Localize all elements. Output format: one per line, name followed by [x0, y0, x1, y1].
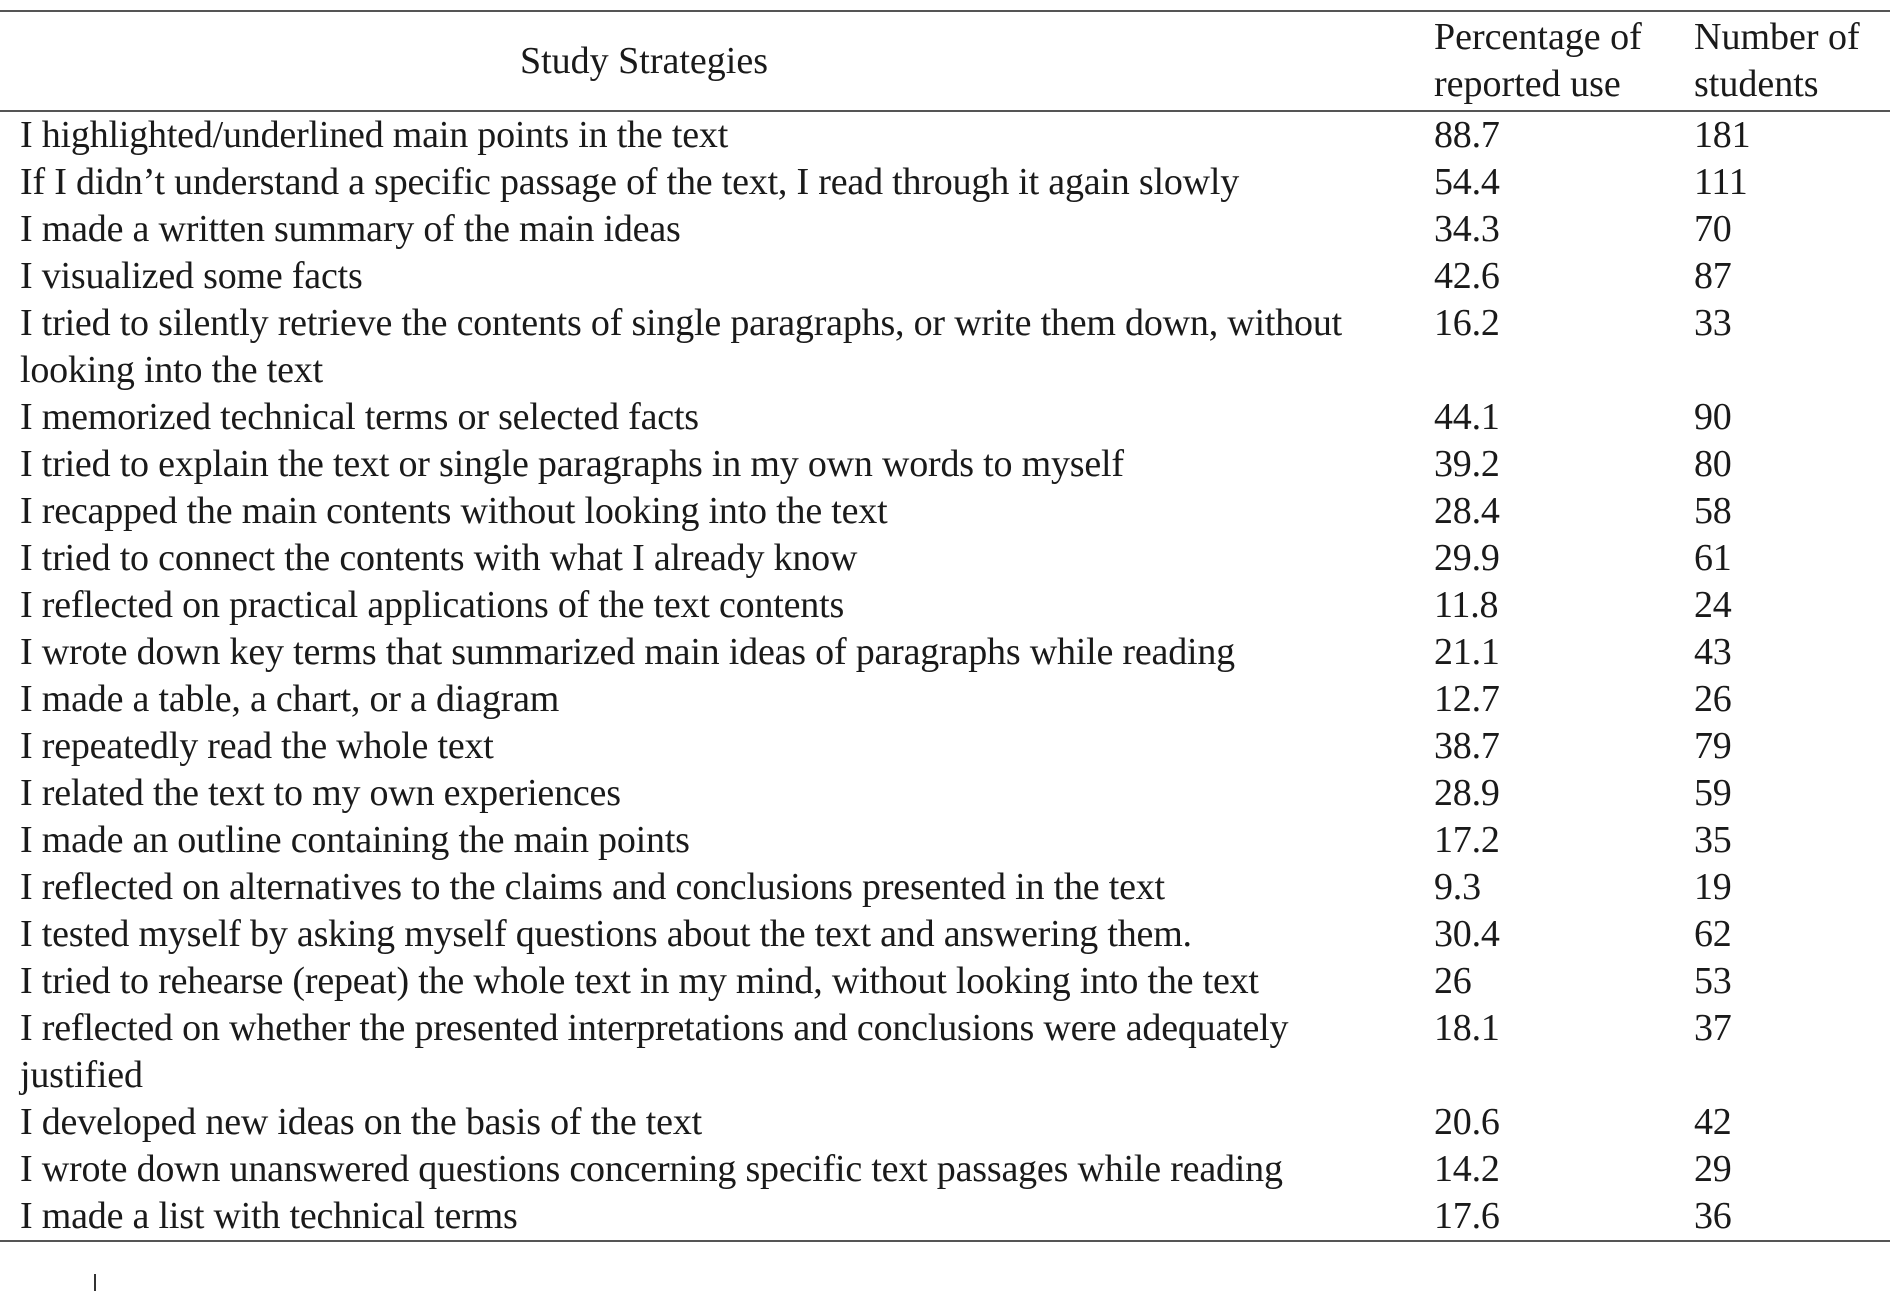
strategy-cell: I wrote down key terms that summarized main ideas of paragraphs while reading: [20, 631, 1235, 673]
percentage-cell: 11.8: [1434, 584, 1499, 626]
strategy-cell: I developed new ideas on the basis of the text: [20, 1101, 702, 1143]
table-row: [0, 723, 1890, 770]
strategy-cell: I memorized technical terms or selected facts: [20, 396, 699, 438]
table-row: [0, 817, 1890, 864]
strategy-cell: I reflected on alternatives to the claims and conclusions presented in the text: [20, 866, 1165, 908]
percentage-cell: 44.1: [1434, 396, 1500, 438]
strategy-cell: I visualized some facts: [20, 255, 363, 297]
strategy-cell: I tried to connect the contents with what I already know: [20, 537, 858, 579]
number-of-students-cell: 53: [1694, 960, 1732, 1002]
strategy-cell: I wrote down unanswered questions concerning specific text passages while reading: [20, 1148, 1283, 1190]
table-row: [0, 253, 1890, 300]
table-row: [0, 770, 1890, 817]
strategy-cell: I related the text to my own experiences: [20, 772, 621, 814]
strategy-cell: I made a list with technical terms: [20, 1195, 518, 1237]
table-row: [0, 911, 1890, 958]
percentage-cell: 28.9: [1434, 772, 1500, 814]
percentage-cell: 17.2: [1434, 819, 1500, 861]
table-row: [0, 300, 1890, 394]
table-row: [0, 1099, 1890, 1146]
number-of-students-cell: 19: [1694, 866, 1732, 908]
percentage-cell: 21.1: [1434, 631, 1500, 673]
table-row: [0, 676, 1890, 723]
header-number-of-students: Number of students: [1694, 16, 1860, 105]
number-of-students-cell: 79: [1694, 725, 1732, 767]
percentage-cell: 42.6: [1434, 255, 1500, 297]
strategy-cell: I highlighted/underlined main points in the text: [20, 114, 729, 156]
percentage-cell: 54.4: [1434, 161, 1500, 203]
number-of-students-cell: 87: [1694, 255, 1732, 297]
table-row: [0, 394, 1890, 441]
strategy-cell: I recapped the main contents without looking into the text: [20, 490, 888, 532]
table-row: [0, 582, 1890, 629]
number-of-students-cell: 24: [1694, 584, 1732, 626]
percentage-cell: 88.7: [1434, 114, 1500, 156]
strategy-cell: I tried to silently retrieve the contents of single paragraphs, or write them down, without looking into the text: [20, 302, 1343, 391]
percentage-cell: 17.6: [1434, 1195, 1500, 1237]
header-study-strategies: Study Strategies: [519, 39, 769, 82]
table-row: [0, 111, 1890, 159]
table-row: [0, 1146, 1890, 1193]
header-row: [0, 11, 1890, 111]
strategy-cell: I reflected on practical applications of the text contents: [20, 584, 845, 626]
strategy-cell: If I didn’t understand a specific passage of the text, I read through it again slowly: [20, 161, 1240, 203]
percentage-cell: 38.7: [1434, 725, 1500, 767]
table-bottom-tick-mark: [94, 1274, 96, 1291]
percentage-cell: 30.4: [1434, 913, 1500, 955]
percentage-cell: 39.2: [1434, 443, 1500, 485]
percentage-cell: 20.6: [1434, 1101, 1500, 1143]
strategy-cell: I tried to rehearse (repeat) the whole text in my mind, without looking into the text: [20, 960, 1259, 1002]
strategy-cell: I made an outline containing the main points: [20, 819, 690, 861]
percentage-cell: 12.7: [1434, 678, 1500, 720]
strategy-cell: I made a written summary of the main ideas: [20, 208, 681, 250]
table-row: [0, 535, 1890, 582]
strategy-cell: I repeatedly read the whole text: [20, 725, 494, 767]
percentage-cell: 14.2: [1434, 1148, 1500, 1190]
percentage-cell: 28.4: [1434, 490, 1500, 532]
number-of-students-cell: 42: [1694, 1101, 1732, 1143]
number-of-students-cell: 36: [1694, 1195, 1732, 1237]
table-row: [0, 1005, 1890, 1099]
number-of-students-cell: 43: [1694, 631, 1732, 673]
number-of-students-cell: 111: [1694, 161, 1748, 203]
number-of-students-cell: 80: [1694, 443, 1732, 485]
number-of-students-cell: 59: [1694, 772, 1732, 814]
table-header: [0, 11, 1890, 111]
header-percentage: Percentage of reported use: [1434, 16, 1642, 105]
number-of-students-cell: 90: [1694, 396, 1732, 438]
number-of-students-cell: 58: [1694, 490, 1732, 532]
study-strategies-table-container: [0, 10, 1890, 1242]
table-row: [0, 488, 1890, 535]
number-of-students-cell: 181: [1694, 114, 1751, 156]
number-of-students-cell: 70: [1694, 208, 1732, 250]
strategy-cell: I tried to explain the text or single paragraphs in my own words to myself: [20, 443, 1124, 485]
table-row: [0, 206, 1890, 253]
percentage-cell: 34.3: [1434, 208, 1500, 250]
table-row: [0, 958, 1890, 1005]
number-of-students-cell: 33: [1694, 302, 1732, 344]
number-of-students-cell: 35: [1694, 819, 1732, 861]
strategy-cell: I made a table, a chart, or a diagram: [20, 678, 560, 720]
number-of-students-cell: 61: [1694, 537, 1732, 579]
number-of-students-cell: 29: [1694, 1148, 1732, 1190]
percentage-cell: 16.2: [1434, 302, 1500, 344]
percentage-cell: 29.9: [1434, 537, 1500, 579]
number-of-students-cell: 26: [1694, 678, 1732, 720]
number-of-students-cell: 62: [1694, 913, 1732, 955]
study-strategies-table: [0, 10, 1890, 1242]
percentage-cell: 26: [1434, 960, 1472, 1002]
table-row: [0, 159, 1890, 206]
strategy-cell: I reflected on whether the presented interpretations and conclusions were adequately justified: [20, 1007, 1289, 1096]
table-row: [0, 629, 1890, 676]
percentage-cell: 18.1: [1434, 1007, 1500, 1049]
table-row: [0, 441, 1890, 488]
strategy-cell: I tested myself by asking myself questions about the text and answering them.: [20, 913, 1192, 955]
table-body: [0, 111, 1890, 1241]
table-row: [0, 864, 1890, 911]
number-of-students-cell: 37: [1694, 1007, 1732, 1049]
table-row: [0, 1193, 1890, 1241]
percentage-cell: 9.3: [1434, 866, 1481, 908]
